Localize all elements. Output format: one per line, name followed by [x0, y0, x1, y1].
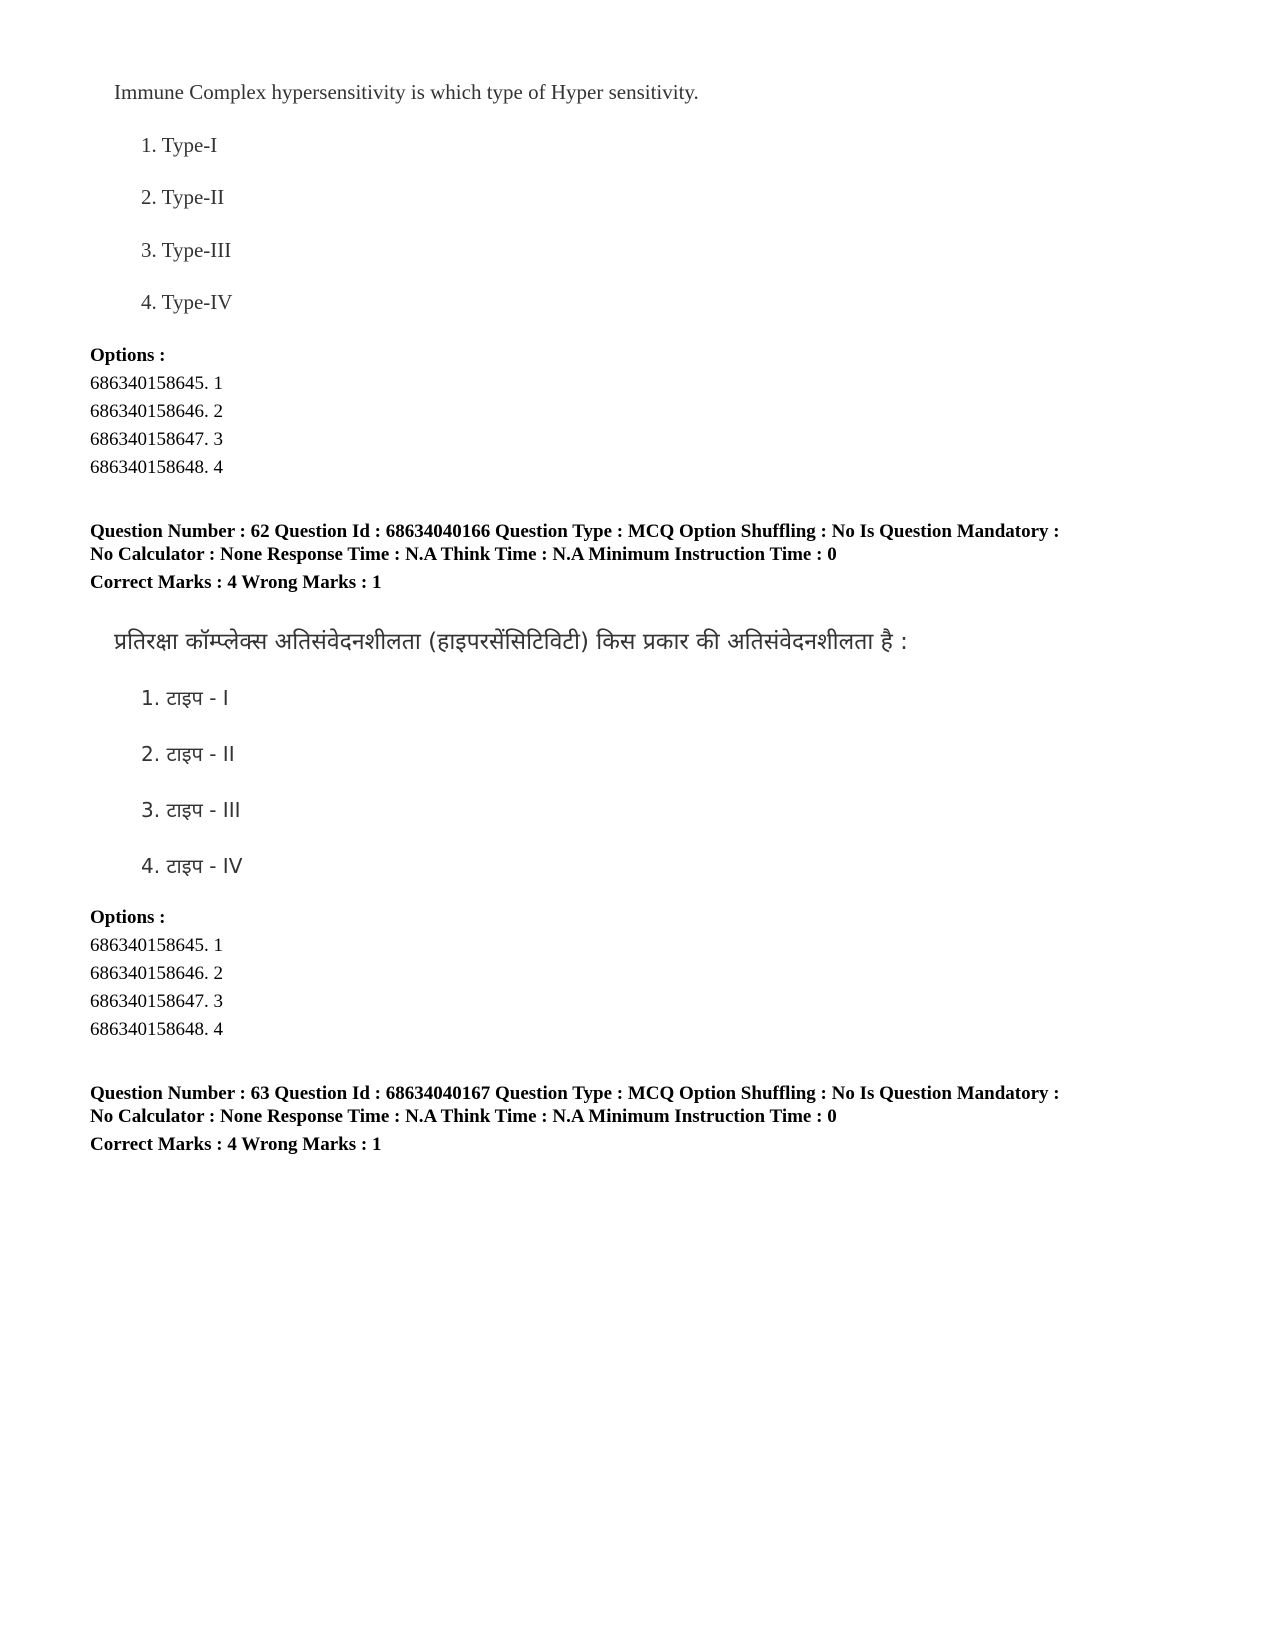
- choice-4: 4. Type-IV: [141, 290, 233, 314]
- option-id-2: 686340158646. 2: [90, 963, 223, 984]
- question-meta-line2: No Calculator : None Response Time : N.A Think Time : N.A Minimum Instruction Time : 0: [90, 544, 837, 565]
- option-id-3: 686340158647. 3: [90, 991, 223, 1012]
- choice-2: 2. Type-II: [141, 185, 225, 209]
- choice-3-hindi: 3. टाइप - III: [141, 798, 241, 822]
- question-meta-line2: No Calculator : None Response Time : N.A Think Time : N.A Minimum Instruction Time : 0: [90, 1106, 837, 1127]
- question-text-english: Immune Complex hypersensitivity is which type of Hyper sensitivity.: [114, 80, 699, 104]
- choice-4-hindi: 4. टाइप - IV: [141, 854, 243, 878]
- option-id-1: 686340158645. 1: [90, 373, 223, 394]
- question-text-hindi: प्रतिरक्षा कॉम्प्लेक्स अतिसंवेदनशीलता (हाइपरसेंसिटिविटी) किस प्रकार की अतिसंवेदनशीलता है :: [114, 629, 908, 655]
- options-label: Options :: [90, 345, 166, 366]
- question-meta-line1: Question Number : 63 Question Id : 68634040167 Question Type : MCQ Option Shuffling : No Is Question Mandatory :: [90, 1083, 1060, 1104]
- option-id-1: 686340158645. 1: [90, 935, 223, 956]
- option-id-4: 686340158648. 4: [90, 1019, 223, 1040]
- option-id-4: 686340158648. 4: [90, 457, 223, 478]
- option-id-3: 686340158647. 3: [90, 429, 223, 450]
- choice-3: 3. Type-III: [141, 238, 232, 262]
- question-marks: Correct Marks : 4 Wrong Marks : 1: [90, 572, 382, 593]
- question-marks: Correct Marks : 4 Wrong Marks : 1: [90, 1134, 382, 1155]
- choice-1-hindi: 1. टाइप - I: [141, 686, 229, 710]
- choice-1: 1. Type-I: [141, 133, 218, 157]
- options-label: Options :: [90, 907, 166, 928]
- option-id-2: 686340158646. 2: [90, 401, 223, 422]
- choice-2-hindi: 2. टाइप - II: [141, 742, 235, 766]
- question-meta-line1: Question Number : 62 Question Id : 68634040166 Question Type : MCQ Option Shuffling : No Is Question Mandatory :: [90, 521, 1060, 542]
